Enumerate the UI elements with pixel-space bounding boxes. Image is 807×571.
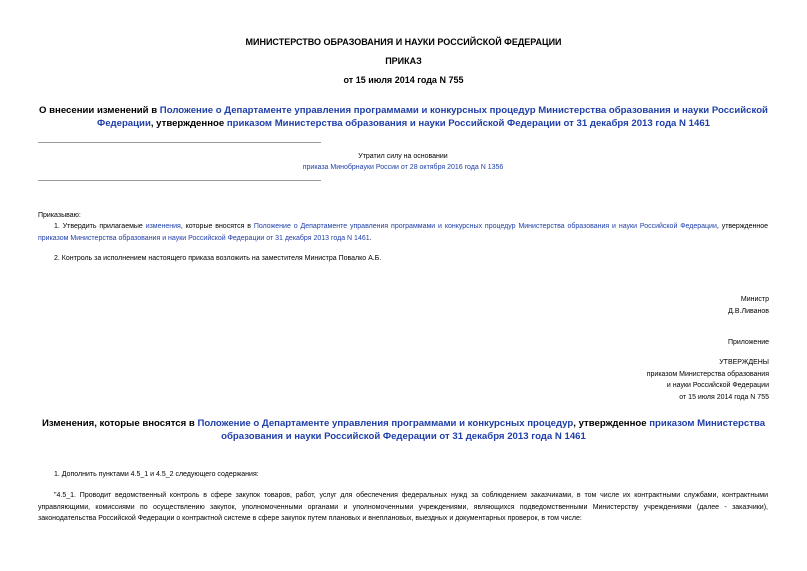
title-link-order-1461[interactable]: приказом Министерства образования и науки Российской Федерации от 31 декабря 2013 года N 1461 <box>226 118 710 129</box>
doc-date-number: от 15 июля 2014 года N 755 <box>343 75 464 85</box>
ministry-heading: МИНИСТЕРСТВО ОБРАЗОВАНИЯ И НАУКИ РОССИЙСКОЙ ФЕДЕРАЦИИ <box>245 37 562 47</box>
item1-link-order-1461[interactable]: приказом Министерства образования и науки Российской Федерации от 31 декабря 2013 года N 1461 <box>38 234 370 242</box>
status-note-link[interactable]: приказа Минобрнауки России от 28 октября 2016 года N 1356 <box>302 164 504 171</box>
appendix-label: Приложение <box>727 339 769 346</box>
item1-link-regulation[interactable]: Положение о Департаменте управления программами и конкурсных процедур Министерства образования и науки Российской Федерации <box>253 223 717 230</box>
signature-name: Д.В.Ливанов <box>728 307 769 315</box>
approval-approved: УТВЕРЖДЕНЫ <box>719 359 769 366</box>
approval-line2: и науки Российской Федерации <box>666 382 769 389</box>
changes-title-prefix: Изменения, которые вносятся в <box>41 418 198 429</box>
changes-item-1: 1. Дополнить пунктами 4.5_1 и 4.5_2 следующего содержания: <box>54 471 259 478</box>
order-word: Приказываю: <box>38 212 81 219</box>
status-note <box>170 151 636 173</box>
item1-prefix: 1. Утвердить прилагаемые <box>54 223 146 230</box>
signature-position: Министр <box>740 296 769 303</box>
item1-link-changes[interactable]: изменения <box>145 223 181 230</box>
item1-mid2: , утвержденное <box>716 223 769 230</box>
changes-title-link-regulation[interactable]: Положение о Департаменте управления программами и конкурсных процедур <box>197 418 574 429</box>
item1-mid1: , которые вносятся в <box>180 223 254 230</box>
doc-type-heading: ПРИКАЗ <box>385 56 422 66</box>
order-item-2: 2. Контроль за исполнением настоящего приказа возложить на заместителя Министра Повалко А.Б. <box>54 255 382 262</box>
note-divider-bottom <box>38 180 321 181</box>
title-link-regulation[interactable]: Положение о Департаменте управления программами и конкурсных процедур Министерства образования и науки Российской Федерации <box>97 105 768 129</box>
document-title <box>30 104 777 130</box>
title-prefix: О внесении изменений в <box>39 105 160 116</box>
order-item-1 <box>38 221 768 244</box>
signature-block <box>728 294 769 317</box>
title-mid: , утвержденное <box>150 118 227 129</box>
approval-line3: от 15 июля 2014 года N 755 <box>679 393 769 401</box>
note-divider-top <box>38 142 321 143</box>
changes-title-mid: , утвержденное <box>573 418 650 429</box>
changes-title-link-order-1461[interactable]: приказом Министерства образования и науки Российской Федерации от 31 декабря 2013 года N 1461 <box>221 418 766 442</box>
changes-para-4-5-1: "4.5_1. Проводит ведомственный контроль в сфере закупок товаров, работ, услуг для обеспечения федеральных нужд за соблюдением заказчиками, в том числе их контрактными службами, контрактными управляющими, комиссиями по осуществлению закупок, уполномоченными органами и уполномоченными учреждениями, являющихся подведомственными Министерству учреждениями (далее - заказчики), законодательства Российской Федерации о контрактной системе в сфере закупок путем плановых и внеплановых, выездных и документарных проверок, в том числе: <box>38 492 768 522</box>
status-note-line1: Утратил силу на основании <box>358 153 448 160</box>
approval-line1: приказом Министерства образования <box>646 370 769 378</box>
approval-block <box>647 357 769 403</box>
item1-end: . <box>369 234 372 242</box>
changes-title <box>30 417 777 443</box>
